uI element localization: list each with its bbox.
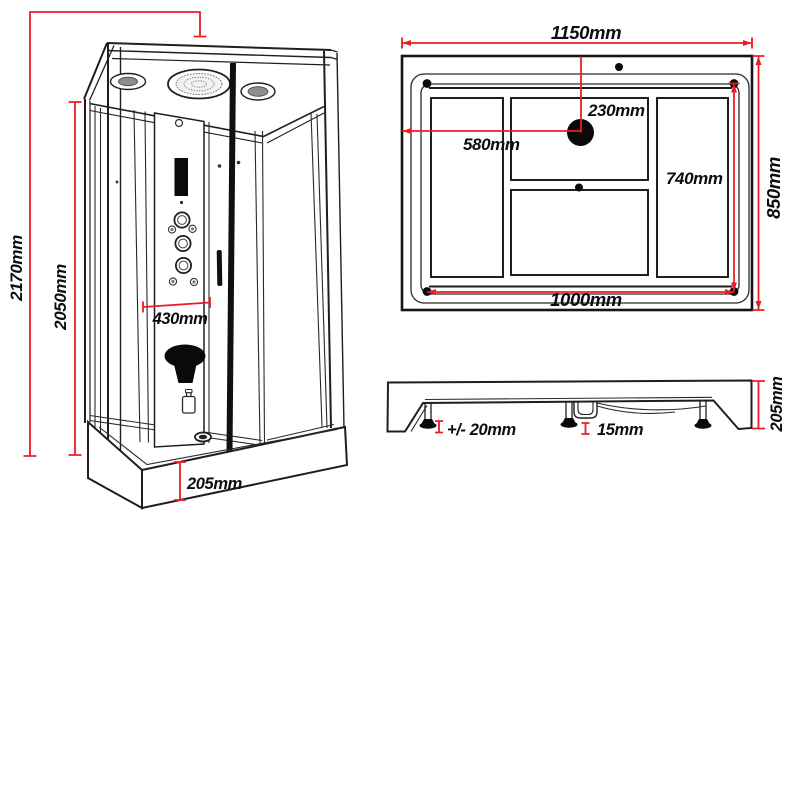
- glass-wall-edges: [90, 106, 337, 448]
- dim-label-inner-width: 1000mm: [550, 289, 622, 310]
- cabin-ceiling: [90, 104, 325, 144]
- leveling-foot-left: [420, 403, 437, 429]
- dim-overall-depth: [753, 56, 785, 310]
- control-button-bottom-right: [190, 278, 197, 285]
- control-button-bottom-left: [169, 278, 176, 285]
- dim-overall-width: [402, 22, 752, 49]
- speaker-grille-right: [241, 83, 275, 100]
- control-knob-2: [175, 236, 190, 251]
- speaker-grille-left: [111, 74, 146, 90]
- tray-drain-3d: [195, 433, 211, 442]
- dim-label-foot-adjustment: +/- 20mm: [447, 421, 516, 439]
- dim-label-drain-from-left: 580mm: [463, 135, 520, 154]
- dim-label-total-height: 2170mm: [7, 235, 26, 301]
- cabin-frame-posts: [85, 44, 344, 452]
- door-seal-strip: [227, 63, 237, 452]
- dim-glass-height: [51, 102, 82, 455]
- steam-outlet: [176, 120, 183, 127]
- frame-screw-dot: [116, 181, 119, 184]
- dim-label-overall-width: 1150mm: [550, 22, 622, 43]
- control-panel-screen: [175, 158, 189, 196]
- control-panel: [155, 113, 205, 447]
- door-roller-dot-left: [218, 164, 222, 168]
- shower-tray-3d: [88, 422, 347, 508]
- dim-label-overall-depth: 850mm: [763, 157, 784, 219]
- door-roller-dot-right: [237, 161, 241, 165]
- plan-fixing-dot-top: [615, 63, 623, 71]
- tray-plan-view: [402, 22, 784, 310]
- dim-side-tray-height: [752, 377, 786, 433]
- plan-corner-bolt-top-left: [423, 79, 432, 88]
- dim-label-panel-width: 430mm: [152, 310, 208, 328]
- control-button-top-left: [168, 226, 175, 233]
- tray-side-view: [388, 377, 787, 439]
- dim-label-glass-height: 2050mm: [51, 264, 70, 330]
- plan-compartment-left: [431, 98, 503, 277]
- dim-label-trap-clearance: 15mm: [597, 421, 644, 439]
- control-knob-1: [174, 212, 189, 227]
- dim-label-side-tray-height: 205mm: [768, 376, 786, 432]
- dim-label-inner-depth: 740mm: [666, 169, 723, 188]
- dim-label-drain-from-top: 230mm: [588, 101, 645, 120]
- floor-slope-lines: [597, 403, 706, 414]
- door-handle: [217, 250, 223, 286]
- control-knob-3: [176, 258, 191, 273]
- leveling-foot-right: [695, 401, 712, 429]
- plan-fixing-dot-center: [575, 184, 583, 192]
- waste-trap: [574, 402, 597, 418]
- plan-compartment-mid-bottom: [511, 190, 648, 275]
- control-button-top-right: [189, 225, 196, 232]
- cabin-3d-view: [7, 12, 347, 508]
- dim-foot-adjustment: [435, 421, 516, 439]
- rain-shower-head: [168, 70, 230, 99]
- dim-label-tray-height-3d: 205mm: [187, 475, 242, 493]
- dim-trap-clearance: [582, 421, 644, 439]
